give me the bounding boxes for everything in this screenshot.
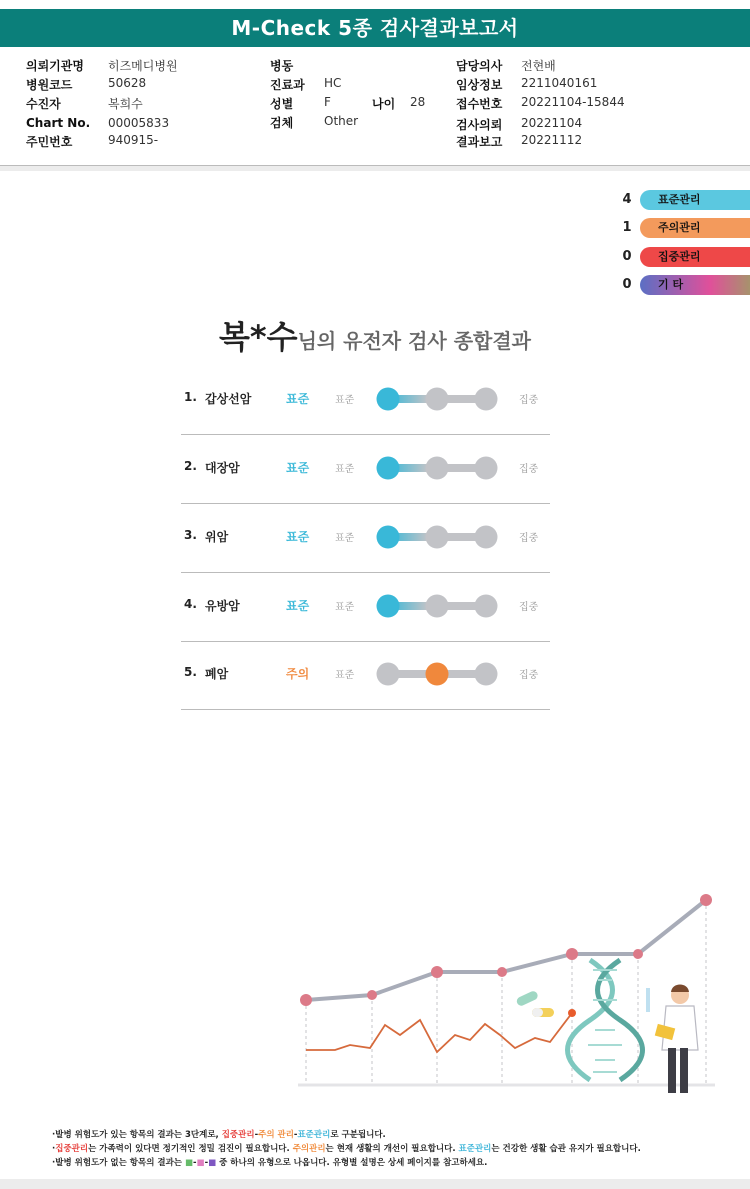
scale-dot-active	[377, 595, 400, 618]
legend-other-count: 0	[622, 277, 632, 292]
scale-low-label: 표준	[335, 602, 355, 613]
result-status: 표준	[286, 599, 310, 613]
legend-standard-label: 표준관리	[640, 190, 750, 210]
scale-dot	[426, 457, 449, 480]
result-number: 4.	[184, 597, 197, 611]
receipt-value: 20221104-15844	[521, 95, 625, 109]
result-row	[181, 435, 550, 504]
legend-intensive	[620, 247, 750, 267]
trend-points	[300, 894, 712, 1006]
result-number: 1.	[184, 390, 197, 404]
scale-low-label: 표준	[335, 533, 355, 544]
risk-level-scale	[376, 382, 502, 416]
risk-level-scale	[376, 451, 502, 485]
footnote-3: ·발병 위험도가 없는 항목의 결과는 ■-■-■ 중 하나의 유형으로 나옵니다. 유형별 설명은 상세 페이지를 참고하세요.	[52, 1158, 488, 1168]
request-value: 20221104	[521, 116, 583, 130]
code-label: 병원코드	[26, 78, 73, 92]
specimen-value: Other	[324, 114, 359, 128]
receipt-label: 접수번호	[456, 97, 503, 111]
legend-intensive-count: 0	[622, 249, 632, 264]
scale-dot	[426, 388, 449, 411]
request-label: 검사의뢰	[456, 118, 503, 132]
secondary-endpoint	[568, 1009, 576, 1017]
doctor-value: 전현배	[521, 59, 556, 73]
code-value: 50628	[108, 76, 147, 90]
scale-high-label: 집중	[519, 602, 539, 613]
secondary-line	[306, 1013, 572, 1052]
risk-level-scale	[376, 589, 502, 623]
footnotes	[52, 1128, 732, 1170]
legend-intensive-label: 집중관리	[640, 247, 750, 267]
dna-helix	[568, 960, 643, 1080]
result-status: 주의	[286, 667, 310, 681]
hospital-value: 히즈메디병원	[108, 59, 178, 73]
chart-label: Chart No.	[26, 116, 91, 130]
scale-dot	[475, 663, 498, 686]
trend-line	[306, 900, 706, 1000]
ward-label: 병동	[270, 59, 294, 73]
scale-high-label: 집중	[519, 395, 539, 406]
scale-dot	[475, 388, 498, 411]
patient-masked-name: 복*수	[219, 318, 298, 356]
summary-heading-text: 님의 유전자 검사 종합결과	[297, 329, 531, 353]
scale-dot	[426, 595, 449, 618]
risk-level-scale	[376, 657, 502, 691]
rrn-label: 주민번호	[26, 135, 73, 149]
chart-value: 00005833	[108, 116, 170, 130]
scale-dot	[475, 457, 498, 480]
scale-high-label: 집중	[519, 464, 539, 475]
risk-level-scale	[376, 520, 502, 554]
result-name: 폐암	[205, 667, 229, 681]
result-number: 3.	[184, 528, 197, 542]
legend-other-label: 기 타	[640, 275, 750, 295]
result-number: 2.	[184, 459, 197, 473]
scale-dot-active	[426, 663, 449, 686]
legend-standard	[620, 190, 750, 210]
sex-label: 성별	[270, 97, 294, 111]
footnote-2: ·집중관리는 가족력이 있다면 정기적인 정밀 검진이 필요합니다. 주의관리는 현재 생활의 개선이 필요합니다. 표준관리는 건강한 생활 습관 유지가 필요합니다.	[52, 1144, 641, 1154]
scale-dot	[475, 526, 498, 549]
patient-label: 수진자	[26, 97, 61, 111]
summary-heading	[0, 312, 750, 358]
patient-value: 복희수	[108, 97, 143, 111]
clinical-label: 임상정보	[456, 78, 503, 92]
scale-dot	[475, 595, 498, 618]
scale-dot	[377, 663, 400, 686]
scale-dot-active	[377, 526, 400, 549]
footer-band	[0, 1179, 750, 1189]
scale-low-label: 표준	[335, 395, 355, 406]
scale-high-label: 집중	[519, 533, 539, 544]
specimen-label: 검체	[270, 116, 294, 130]
result-status: 표준	[286, 461, 310, 475]
result-value: 20221112	[521, 133, 583, 147]
result-label: 결과보고	[456, 135, 503, 149]
result-number: 5.	[184, 665, 197, 679]
scale-high-label: 집중	[519, 670, 539, 681]
result-name: 위암	[205, 530, 229, 544]
sex-value: F	[324, 95, 331, 109]
scale-low-label: 표준	[335, 464, 355, 475]
age-label: 나이	[372, 97, 396, 111]
report-title: M-Check 5종 검사결과보고서	[0, 9, 750, 47]
legend-caution-label: 주의관리	[640, 218, 750, 238]
doctor-label: 담당의사	[456, 59, 503, 73]
capsule-icons	[515, 990, 554, 1017]
legend-caution	[620, 218, 750, 238]
patient-info-block	[0, 55, 750, 166]
result-status: 표준	[286, 530, 310, 544]
clinical-value: 2211040161	[521, 76, 598, 90]
legend-other	[620, 275, 750, 295]
scale-dot-active	[377, 388, 400, 411]
dept-label: 진료과	[270, 78, 305, 92]
legend-caution-count: 1	[622, 220, 632, 235]
result-row	[181, 504, 550, 573]
dna-chart-illustration	[290, 880, 730, 1100]
result-status: 표준	[286, 392, 310, 406]
scientist-figure	[646, 985, 698, 1094]
result-row	[181, 366, 550, 435]
result-name: 대장암	[205, 461, 240, 475]
result-name: 유방암	[205, 599, 240, 613]
result-name: 갑상선암	[205, 392, 252, 406]
scale-dot-active	[377, 457, 400, 480]
section-divider	[0, 166, 750, 171]
result-row	[181, 641, 550, 710]
rrn-value: 940915-	[108, 133, 159, 147]
result-row	[181, 573, 550, 642]
legend-standard-count: 4	[622, 192, 632, 207]
age-value: 28	[410, 95, 426, 109]
scale-low-label: 표준	[335, 670, 355, 681]
footnote-1: ·발병 위험도가 있는 항목의 결과는 3단계로, 집중관리-주의 관리-표준관리로 구분됩니다.	[52, 1130, 386, 1140]
hospital-label: 의뢰기관명	[26, 59, 84, 73]
dept-value: HC	[324, 76, 342, 90]
scale-dot	[426, 526, 449, 549]
